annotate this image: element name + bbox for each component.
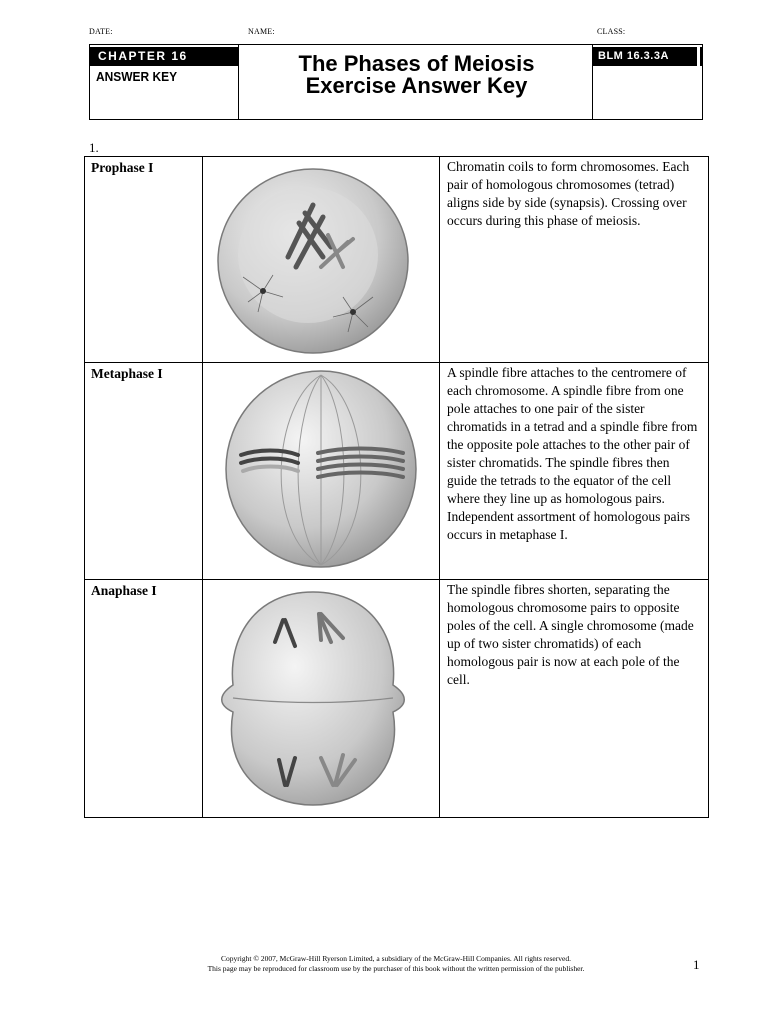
phase-name: Prophase I xyxy=(85,157,203,363)
blm-badge: BLM 16.3.3A xyxy=(593,47,697,66)
blm-bar xyxy=(700,47,702,66)
chapter-badge: CHAPTER 16 xyxy=(90,47,238,66)
header-left-cell xyxy=(90,45,239,119)
page-number: 1 xyxy=(693,957,700,972)
prophase-cell-illustration xyxy=(203,157,439,362)
phase-description: The spindle fibres shorten, separating the homologous chromosome pairs to opposite poles of the cell. A single chromosome (made up of two sister chromatids) of each homologous pair is now at each pole of the cell. xyxy=(440,580,709,818)
question-number: 1. xyxy=(89,140,99,155)
date-label: DATE: xyxy=(89,27,113,36)
copyright-line-2: This page may be reproduced for classroom use by the purchaser of this book without the written permission of the publisher. xyxy=(207,964,585,973)
table-row xyxy=(85,157,709,363)
table-row xyxy=(85,580,709,818)
phase-description: A spindle fibre attaches to the centromere of each chromosome. A spindle fibre from one pole attaches to one pair of the sister chromatids in a tetrad and a spindle fibre from the opposite pole attaches to the other pair of sister chromatids. The spindle fibres then guide the tetrads to the equator of the cell where they line up as homologous pairs. Independent assortment of homologous pairs occurs in metaphase I. xyxy=(440,363,709,580)
header-right-cell xyxy=(592,45,702,119)
phase-image-cell xyxy=(203,580,440,818)
header-box xyxy=(89,44,703,120)
title-line-2: Exercise Answer Key xyxy=(305,73,528,98)
metaphase-cell-illustration xyxy=(203,363,439,579)
name-label: NAME: xyxy=(248,27,275,36)
class-label: CLASS: xyxy=(597,27,626,36)
title-line-1: The Phases of Meiosis xyxy=(298,51,535,76)
phase-image-cell xyxy=(203,363,440,580)
copyright-line-1: Copyright © 2007, McGraw-Hill Ryerson Limited, a subsidiary of the McGraw-Hill Companies. All rights reserved. xyxy=(221,954,571,963)
phase-description: Chromatin coils to form chromosomes. Each pair of homologous chromosomes (tetrad) aligns side by side (synapsis). Crossing over occurs during this phase of meiosis. xyxy=(440,157,709,363)
answer-key-label: ANSWER KEY xyxy=(96,69,178,84)
page-title xyxy=(239,53,594,97)
phase-name: Metaphase I xyxy=(85,363,203,580)
table-row xyxy=(85,363,709,580)
anaphase-cell-illustration xyxy=(203,580,439,817)
phase-name: Anaphase I xyxy=(85,580,203,818)
phase-image-cell xyxy=(203,157,440,363)
copyright-footer xyxy=(89,954,703,974)
phases-table xyxy=(84,156,709,818)
